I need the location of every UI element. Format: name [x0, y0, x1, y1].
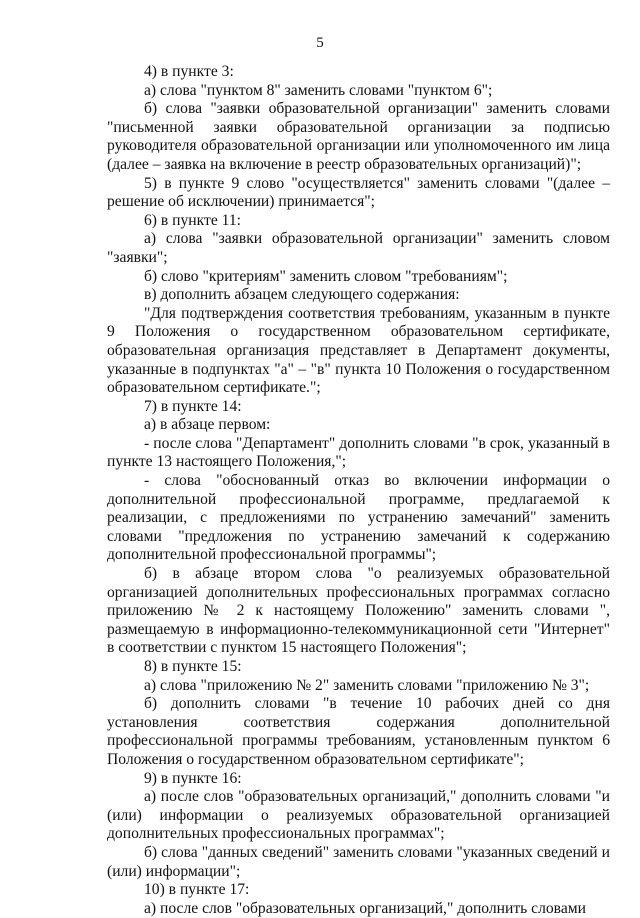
paragraph: - слова "обоснованный отказ во включении информации о дополнительной профессиональной программе, предлагаемой к реализации, с предложениями по устранению замечаний" заменить словами "предложения по устранению замечаний к содержанию дополнительной профессиональной программы";: [107, 472, 610, 564]
paragraph: а) слова "пунктом 8" заменить словами "пунктом 6";: [144, 81, 493, 99]
paragraph: "Для подтверждения соответствия требованиям, указанным в пункте 9 Положения о государственном образовательном сертификате, образовательная организация представляет в Департамент документы, указанные в подпунктах "а" – "в" пункта 10 Положения о государственном образовательном сертификате.";: [107, 304, 610, 397]
paragraph: а) в абзаце первом:: [144, 416, 271, 434]
paragraph: б) слово "критериям" заменить словом "требованиям";: [144, 267, 508, 285]
paragraph: 8) в пункте 15:: [144, 658, 242, 675]
paragraph: 4) в пункте 3:: [144, 63, 234, 80]
paragraph: а) слова "приложению № 2" заменить словами "приложению № 3";: [144, 676, 590, 694]
page-number: 5: [316, 35, 324, 51]
document-body: [107, 63, 610, 918]
paragraph: а) после слов "образовательных организаций," дополнить словами "и (или) информации о реализуемых образовательной организацией дополнительных профессиональных программах";: [107, 788, 610, 843]
paragraph: в) дополнить абзацем следующего содержания:: [144, 286, 460, 304]
paragraph: а) слова "заявки образовательной организации" заменить словом "заявки";: [107, 230, 610, 266]
paragraph: б) в абзаце втором слова "о реализуемых образовательной организацией дополнительных профессиональных программах согласно приложению № 2 к настоящему Положению" заменить словами ", размещаемую в информационно-телекоммуникационной сети "Интернет" в соответствии с пунктом 15 настоящего Положения";: [107, 565, 610, 657]
paragraph: 7) в пункте 14:: [144, 397, 242, 415]
paragraph: 6) в пункте 11:: [144, 211, 241, 229]
paragraph: 10) в пункте 17:: [144, 881, 250, 899]
paragraph: б) слова "данных сведений" заменить словами "указанных сведений и (или) информации";: [107, 843, 610, 880]
paragraph: 9) в пункте 16:: [144, 769, 242, 787]
paragraph: - после слова "Департамент" дополнить словами "в срок, указанный в пункте 13 настоящего Положения,";: [107, 434, 610, 471]
paragraph: 5) в пункте 9 слово "осуществляется" заменить словами "(далее – решение об исключении) принимается";: [107, 174, 610, 211]
paragraph: б) дополнить словами "в течение 10 рабочих дней со дня установления соответствия содержания дополнительной профессиональной программы требованиям, установленным пунктом 6 Положения о государственном образовательном сертификате";: [107, 695, 610, 768]
paragraph: а) после слов "образовательных организаций," дополнить словами: [144, 899, 586, 917]
paragraph: б) слова "заявки образовательной организации" заменить словами "письменной заявки образовательной организации за подписью руководителя образовательной организации или уполномоченного им лица (далее – заявка на включение в реестр образовательных организаций)";: [107, 100, 610, 173]
